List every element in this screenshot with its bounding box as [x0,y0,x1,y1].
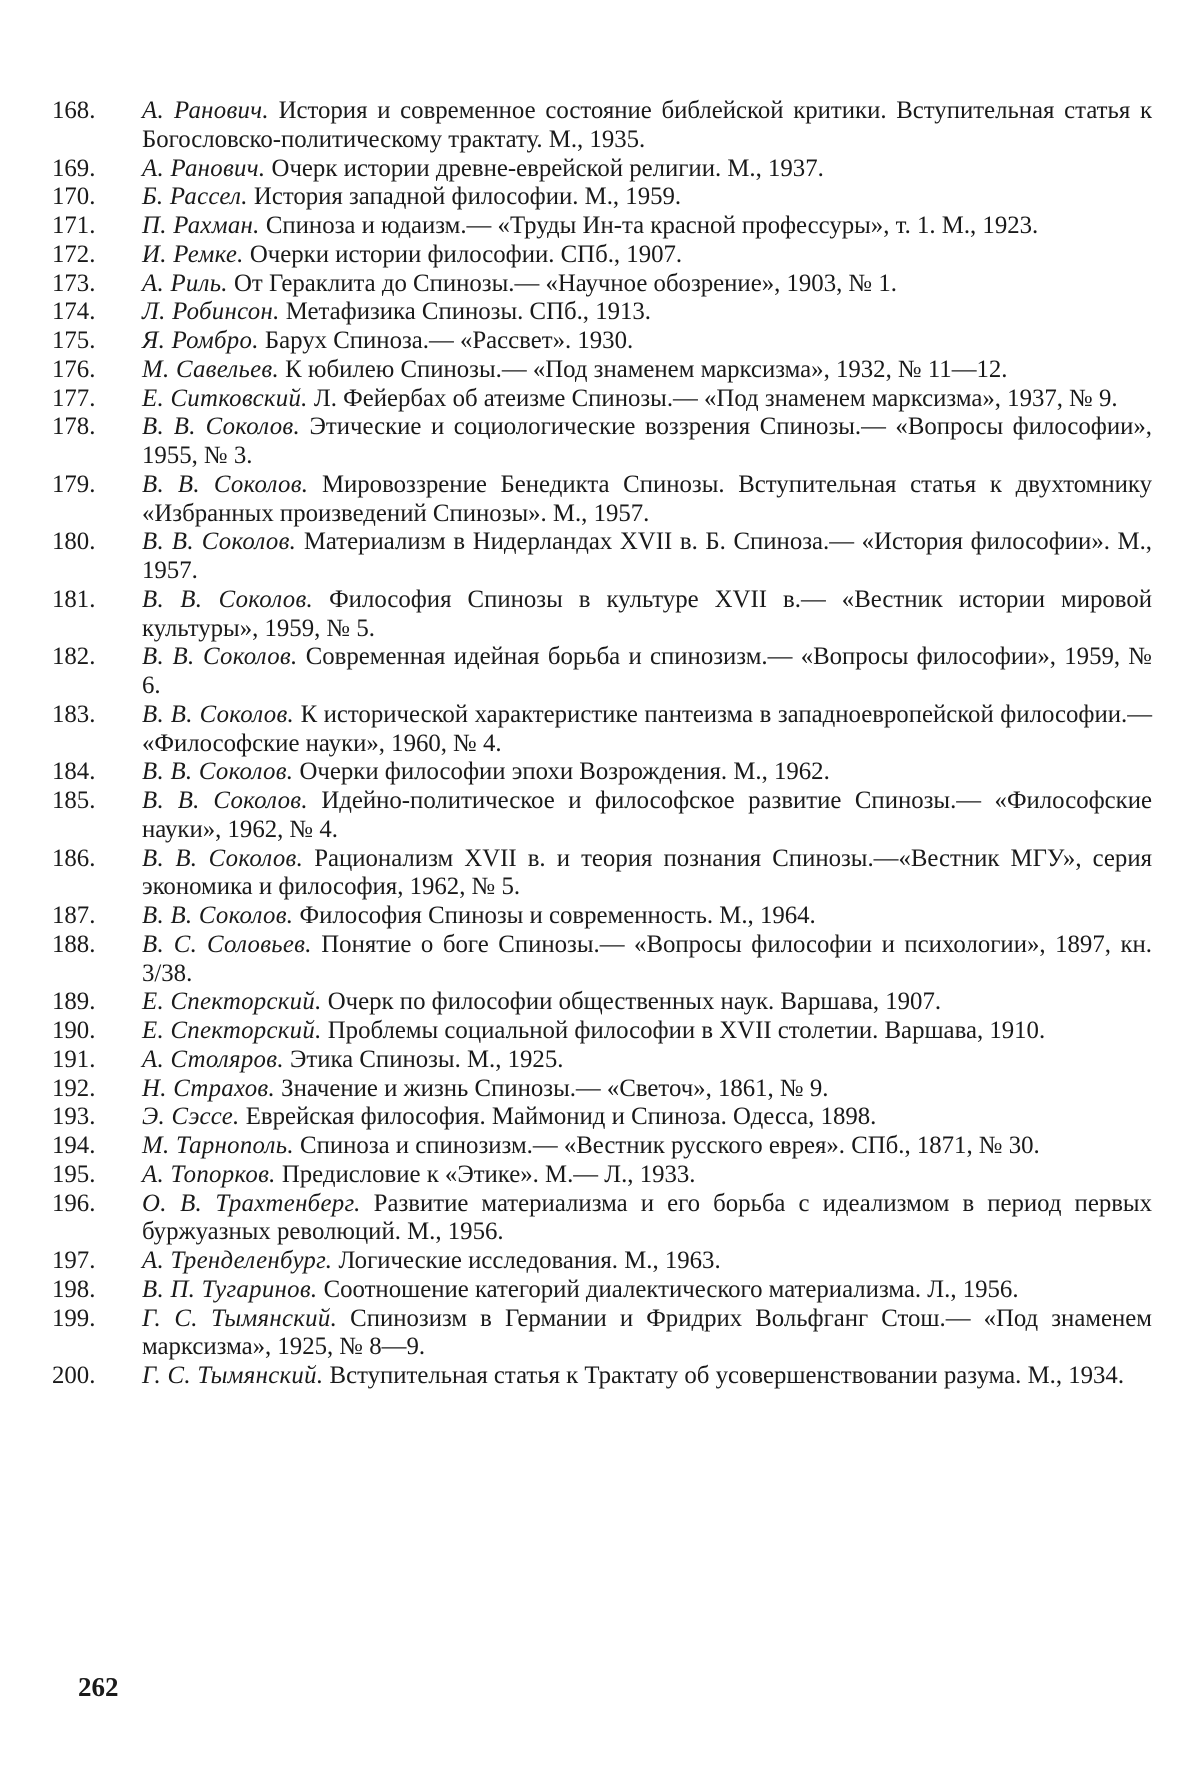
bibliography-entry [52,327,1152,356]
entry-author: В. В. Соколов. [142,585,314,613]
bibliography-entry [52,845,1152,903]
bibliography-entry [52,643,1152,701]
entry-number: 174. [52,298,96,326]
entry-number: 198. [52,1275,96,1303]
bibliography-entry [52,97,1152,155]
entry-text: Вступительная статья к Трактату об усовершенствовании разума. М., 1934. [323,1362,1125,1389]
entry-text: Еврейская философия. Маймонид и Спиноза. Одесса, 1898. [239,1103,877,1131]
entry-author: В. В. Соколов. [142,758,294,786]
entry-number: 189. [52,988,96,1016]
entry-number: 192. [52,1074,96,1102]
entry-author: А. Риль. [142,269,228,297]
entry-number: 170. [52,183,96,211]
entry-author: Э. Сэссе. [142,1103,240,1131]
entry-text: Развитие материализма и его борьба с идеализмом в период первых буржуазных революций. М., 1956. [142,1189,1152,1246]
entry-number: 185. [52,787,96,814]
bibliography-entry [52,1362,1152,1391]
bibliography-entry [52,385,1152,414]
entry-text: Очерки истории философии. СПб., 1907. [243,240,683,268]
entry-text: Мировоззрение Бенедикта Спинозы. Вступительная статья к двухтомнику «Избранных произведений Спинозы». М., 1957. [142,470,1153,527]
entry-author: А. Столяров. [142,1045,284,1073]
entry-text: Философия Спинозы в культуре XVII в.— «Вестник истории мировой культуры», 1959, № 5. [142,585,1153,642]
entry-author: В. В. Соколов. [142,413,300,441]
entry-text: Спинозизм в Германии и Фридрих Вольфганг Стош.— «Под знаменем марксизма», 1925, № 8—9. [142,1304,1152,1361]
entry-text: Метафизика Спинозы. СПб., 1913. [279,298,651,326]
bibliography-list [52,97,1152,1391]
entry-author: Л. Робинсон. [142,298,280,326]
entry-number: 176. [52,355,96,383]
entry-author: Г. С. Тымянский. [142,1304,338,1332]
entry-text: Этические и социологические воззрения Спинозы.— «Вопросы философии», 1955, № 3. [142,413,1152,469]
entry-text: К юбилею Спинозы.— «Под знаменем марксизма», 1932, № 11—12. [278,355,1008,383]
entry-number: 199. [52,1304,96,1332]
entry-number: 200. [52,1362,96,1389]
entry-number: 179. [52,470,96,498]
entry-text: Материализм в Нидерландах XVII в. Б. Спиноза.— «История философии». М., 1957. [142,528,1152,584]
bibliography-entry [52,528,1152,586]
entry-text: Проблемы социальной философии в XVII столетии. Варшава, 1910. [321,1017,1046,1044]
entry-author: В. С. Соловьев. [142,930,312,958]
entry-number: 196. [52,1189,96,1217]
entry-number: 180. [52,528,96,556]
bibliography-entry [52,155,1152,184]
bibliography-entry [52,1276,1152,1305]
bibliography-entry [52,787,1152,845]
bibliography-entry [52,270,1152,299]
entry-text: История и современное состояние библейской критики. Вступительная статья к Богословско-политическому трактату. М., 1935. [142,97,1152,153]
entry-text: Философия Спинозы и современность. М., 1964. [293,902,816,929]
entry-text: Предисловие к «Этике». М.— Л., 1933. [275,1160,696,1188]
entry-author: В. В. Соколов. [142,844,304,872]
entry-number: 178. [52,413,96,441]
entry-text: Современная идейная борьба и спинозизм.— «Вопросы философии», 1959, № 6. [142,643,1153,699]
entry-text: Л. Фейербах об атеизме Спинозы.— «Под знаменем марксизма», 1937, № 9. [307,384,1118,412]
entry-number: 186. [52,844,96,872]
entry-number: 175. [52,327,96,354]
entry-number: 171. [52,212,96,239]
entry-number: 195. [52,1160,96,1188]
entry-author: Е. Спекторский. [142,1017,322,1044]
entry-text: Рационализм XVII в. и теория познания Спинозы.—«Вестник МГУ», серия экономика и философия, 1962, № 5. [142,844,1153,901]
entry-number: 173. [52,269,96,297]
entry-text: Очерк истории древне-еврейской религии. М., 1937. [265,154,824,182]
entry-author: И. Ремке. [142,240,244,268]
entry-author: В. В. Соколов. [142,470,309,498]
entry-text: Значение и жизнь Спинозы.— «Светоч», 1861, № 9. [274,1074,829,1102]
bibliography-entry [52,413,1152,471]
bibliography-entry [52,1017,1152,1046]
bibliography-entry [52,1247,1152,1276]
bibliography-entry [52,902,1152,931]
entry-text: Барух Спиноза.— «Рассвет». 1930. [258,327,634,354]
page-number: 262 [78,1672,119,1702]
entry-number: 172. [52,240,96,268]
entry-author: В. В. Соколов. [142,902,294,929]
bibliography-entry [52,241,1152,270]
entry-number: 169. [52,154,96,182]
entry-number: 177. [52,384,96,412]
entry-text: От Гераклита до Спинозы.— «Научное обозрение», 1903, № 1. [227,269,897,297]
entry-author: В. В. Соколов. [142,700,295,728]
entry-text: Соотношение категорий диалектического материализма. Л., 1956. [317,1275,1019,1303]
entry-number: 191. [52,1045,96,1073]
entry-text: Понятие о боге Спинозы.— «Вопросы философии и психологии», 1897, кн. 3/38. [142,930,1152,987]
entry-author: О. В. Трахтенберг. [142,1189,361,1217]
bibliography-entry [52,1132,1152,1161]
bibliography-entry [52,1046,1152,1075]
bibliography-entry [52,298,1152,327]
entry-text: Спиноза и спинозизм.— «Вестник русского еврея». СПб., 1871, № 30. [293,1132,1040,1159]
entry-number: 190. [52,1017,96,1044]
entry-number: 197. [52,1247,96,1274]
bibliography-entry [52,1103,1152,1132]
entry-author: А. Тренделенбург. [142,1247,333,1274]
entry-number: 184. [52,758,96,786]
entry-author: М. Тарнополь. [142,1132,294,1159]
entry-author: В. В. Соколов. [142,787,308,814]
bibliography-entry [52,356,1152,385]
bibliography-entry [52,1190,1152,1248]
bibliography-entry [52,988,1152,1017]
entry-author: Н. Страхов. [142,1074,275,1102]
bibliography-entry [52,701,1152,759]
entry-author: В. В. Соколов. [142,528,297,556]
entry-number: 168. [52,97,96,124]
entry-author: А. Ранович. [142,154,266,182]
entry-number: 183. [52,700,96,728]
entry-text: Очерк по философии общественных наук. Варшава, 1907. [321,988,942,1016]
entry-text: Логические исследования. М., 1963. [332,1247,721,1274]
entry-author: В. П. Тугаринов. [142,1275,318,1303]
entry-author: А. Ранович. [142,97,269,124]
entry-text: История западной философии. М., 1959. [247,183,682,211]
entry-author: Б. Рассел. [142,183,248,211]
entry-author: Е. Ситковский. [142,384,308,412]
entry-text: К исторической характеристике пантеизма в западноевропейской философии.— «Философские науки», 1960, № 4. [142,700,1152,757]
bibliography-entry [52,183,1152,212]
entry-text: Идейно-политическое и философское развитие Спинозы.— «Философские науки», 1962, № 4. [142,787,1152,843]
entry-text: Этика Спинозы. М., 1925. [283,1045,564,1073]
entry-number: 181. [52,585,96,613]
entry-author: Г. С. Тымянский. [142,1362,324,1389]
bibliography-entry [52,931,1152,989]
bibliography-entry [52,471,1152,529]
bibliography-entry [52,586,1152,644]
entry-text: Очерки философии эпохи Возрождения. М., 1962. [293,758,830,786]
bibliography-entry [52,1161,1152,1190]
bibliography-entry [52,758,1152,787]
entry-text: Спиноза и юдаизм.— «Труды Ин-та красной профессуры», т. 1. М., 1923. [259,212,1039,239]
entry-author: Е. Спекторский. [142,988,322,1016]
bibliography-entry [52,1075,1152,1104]
bibliography-entry [52,1305,1152,1363]
entry-author: А. Топорков. [142,1160,276,1188]
entry-number: 182. [52,643,96,671]
entry-number: 194. [52,1132,96,1159]
bibliography-entry [52,212,1152,241]
entry-author: В. В. Соколов. [142,643,298,671]
entry-author: П. Рахман. [142,212,260,239]
entry-number: 187. [52,902,96,929]
entry-number: 193. [52,1103,96,1131]
entry-author: Я. Ромбро. [142,327,259,354]
entry-number: 188. [52,930,96,958]
entry-author: М. Савельев. [142,355,279,383]
